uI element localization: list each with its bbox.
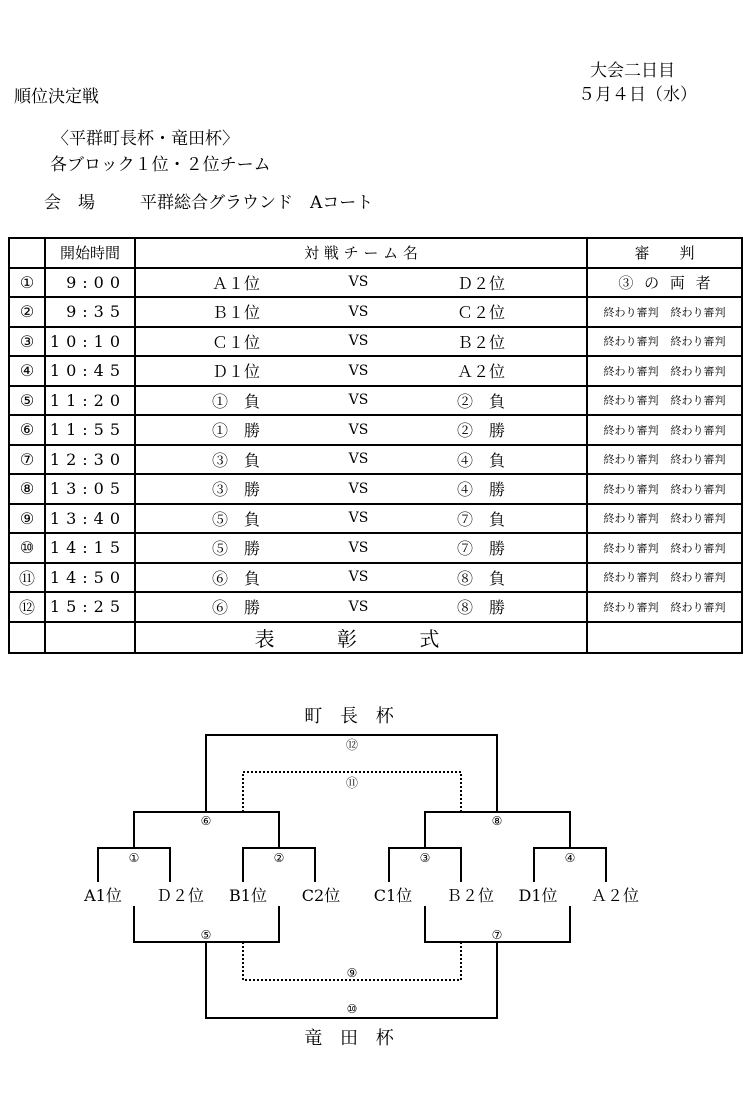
vs-label: VS (348, 362, 369, 379)
referee-1: 終わり審判 (603, 453, 659, 467)
start-time: 14:50 (45, 563, 135, 593)
bracket-match-label-m6: ⑥ (200, 814, 212, 828)
referee-1: 終わり審判 (603, 305, 659, 319)
bracket-top-title: 町 長 杯 (304, 706, 400, 727)
bracket-team-label: B1位 (229, 886, 267, 905)
bracket-team-label: A1位 (84, 886, 122, 905)
bracket-match-label-m5: ⑤ (200, 928, 212, 942)
vs-label: VS (348, 510, 369, 527)
start-time: 13:40 (45, 504, 135, 534)
team-1: ⑥ 負 (211, 568, 260, 588)
match-number: ⑪ (9, 563, 45, 593)
bracket-team-label: C1位 (373, 886, 413, 905)
match-number: ⑦ (9, 445, 45, 475)
team-2: ② 勝 (456, 421, 505, 441)
team-1: Ｄ１位 (211, 362, 260, 382)
referee-2: 終わり審判 (670, 571, 726, 585)
referee-2: 終わり審判 (670, 512, 726, 526)
event-date: ５月４日（水） (578, 85, 697, 105)
start-time: 9:00 (45, 268, 135, 298)
team-2: ⑧ 勝 (456, 598, 505, 618)
vs-label: VS (348, 392, 369, 409)
referee-1: 終わり審判 (603, 541, 659, 555)
bracket-match-label-m12: ⑫ (345, 738, 359, 752)
match-number: ⑨ (9, 504, 45, 534)
bracket-match-label-m2: ② (273, 851, 285, 865)
referee-1: 終わり審判 (603, 394, 659, 408)
team-1: Ｂ１位 (211, 303, 260, 323)
start-time: 11:20 (45, 386, 135, 416)
start-time: 14:15 (45, 533, 135, 563)
bracket-match-label-m7: ⑦ (491, 928, 503, 942)
referee-1: 終わり審判 (603, 423, 659, 437)
match-number: ⑫ (9, 592, 45, 622)
bracket-team-label: Ａ２位 (590, 886, 640, 905)
vs-label: VS (348, 421, 369, 438)
team-2: ⑦ 負 (456, 509, 505, 529)
start-time: 13:05 (45, 474, 135, 504)
bracket-match-label-m8: ⑧ (491, 814, 503, 828)
team-1: ③ 勝 (211, 480, 260, 500)
vs-label: VS (348, 274, 369, 291)
referee-2: 終わり審判 (670, 305, 726, 319)
referee-2: 終わり審判 (670, 482, 726, 496)
vs-label: VS (348, 303, 369, 320)
team-1: Ａ１位 (211, 273, 260, 293)
vs-label: VS (348, 451, 369, 468)
ceremony-label: 表 彰 式 (135, 622, 587, 653)
team-2: Ｄ２位 (456, 273, 505, 293)
bracket-match-label-m1: ① (128, 851, 140, 865)
referee-2: 終わり審判 (670, 600, 726, 614)
team-2: Ｃ２位 (456, 303, 505, 323)
teams-description: 各ブロック１位・２位チーム (50, 155, 271, 175)
start-time: 10:45 (45, 356, 135, 386)
vs-label: VS (348, 598, 369, 615)
start-time: 9:35 (45, 297, 135, 327)
bracket-match-label-m4: ④ (564, 851, 576, 865)
team-1: ⑤ 負 (211, 509, 260, 529)
team-1: ⑤ 勝 (211, 539, 260, 559)
referee-1: 終わり審判 (603, 364, 659, 378)
bracket-match-label-m11: ⑪ (345, 776, 359, 790)
team-2: Ｂ２位 (456, 332, 505, 352)
match-number: ⑥ (9, 415, 45, 445)
bracket-team-label: Ｂ２位 (445, 886, 495, 905)
vs-label: VS (348, 539, 369, 556)
bracket-match-label-m9: ⑨ (346, 966, 358, 980)
referee-2: 終わり審判 (670, 453, 726, 467)
referee-2: 終わり審判 (670, 541, 726, 555)
match-number: ① (9, 268, 45, 298)
referee-2: 終わり審判 (670, 394, 726, 408)
bracket-team-label: Ｄ２位 (155, 886, 205, 905)
match-number: ⑧ (9, 474, 45, 504)
vs-label: VS (348, 333, 369, 350)
start-time: 15:25 (45, 592, 135, 622)
header-time: 開始時間 (45, 238, 135, 268)
bracket-dotted-lines (243, 772, 461, 980)
referee-1: 終わり審判 (603, 512, 659, 526)
team-2: ⑦ 勝 (456, 539, 505, 559)
match-number: ⑩ (9, 533, 45, 563)
header-referee: 審 判 (587, 238, 742, 268)
vs-label: VS (348, 480, 369, 497)
team-1: ① 負 (211, 391, 260, 411)
team-1: ① 勝 (211, 421, 260, 441)
team-1: ③ 負 (211, 450, 260, 470)
referee-1: 終わり審判 (603, 335, 659, 349)
team-2: ④ 負 (456, 450, 505, 470)
referee-2: 終わり審判 (670, 423, 726, 437)
team-1: Ｃ１位 (211, 332, 260, 352)
referee-1: 終わり審判 (603, 482, 659, 496)
start-time: 10:10 (45, 327, 135, 357)
page-title: 順位決定戦 (14, 87, 99, 107)
team-2: Ａ２位 (456, 362, 505, 382)
vs-label: VS (348, 569, 369, 586)
day-label: 大会二日目 (590, 61, 675, 81)
bracket-team-label: C2位 (301, 886, 341, 905)
match-number: ③ (9, 327, 45, 357)
match-number: ② (9, 297, 45, 327)
match-number: ④ (9, 356, 45, 386)
start-time: 12:30 (45, 445, 135, 475)
team-1: ⑥ 勝 (211, 598, 260, 618)
venue-label: 会 場 (44, 193, 95, 213)
cup-names: 〈平群町長杯・竜田杯〉 (52, 129, 239, 149)
team-2: ⑧ 負 (456, 568, 505, 588)
referee-1: 終わり審判 (603, 571, 659, 585)
bracket-match-label-m10: ⑩ (346, 1002, 358, 1016)
referee-2: 終わり審判 (670, 335, 726, 349)
bracket-team-label: D1位 (518, 886, 558, 905)
team-2: ② 負 (456, 391, 505, 411)
referee-2: 終わり審判 (670, 364, 726, 378)
match-number: ⑤ (9, 386, 45, 416)
referee-1: 終わり審判 (603, 600, 659, 614)
bracket-bottom-title: 竜 田 杯 (304, 1028, 400, 1049)
bracket-match-label-m3: ③ (419, 851, 431, 865)
header-match: 対 戦 チ ー ム 名 (135, 238, 587, 268)
start-time: 11:55 (45, 415, 135, 445)
venue-name: 平群総合グラウンド Aコート (140, 193, 374, 213)
referee-cell: ③ の 両 者 (587, 268, 742, 298)
team-2: ④ 勝 (456, 480, 505, 500)
